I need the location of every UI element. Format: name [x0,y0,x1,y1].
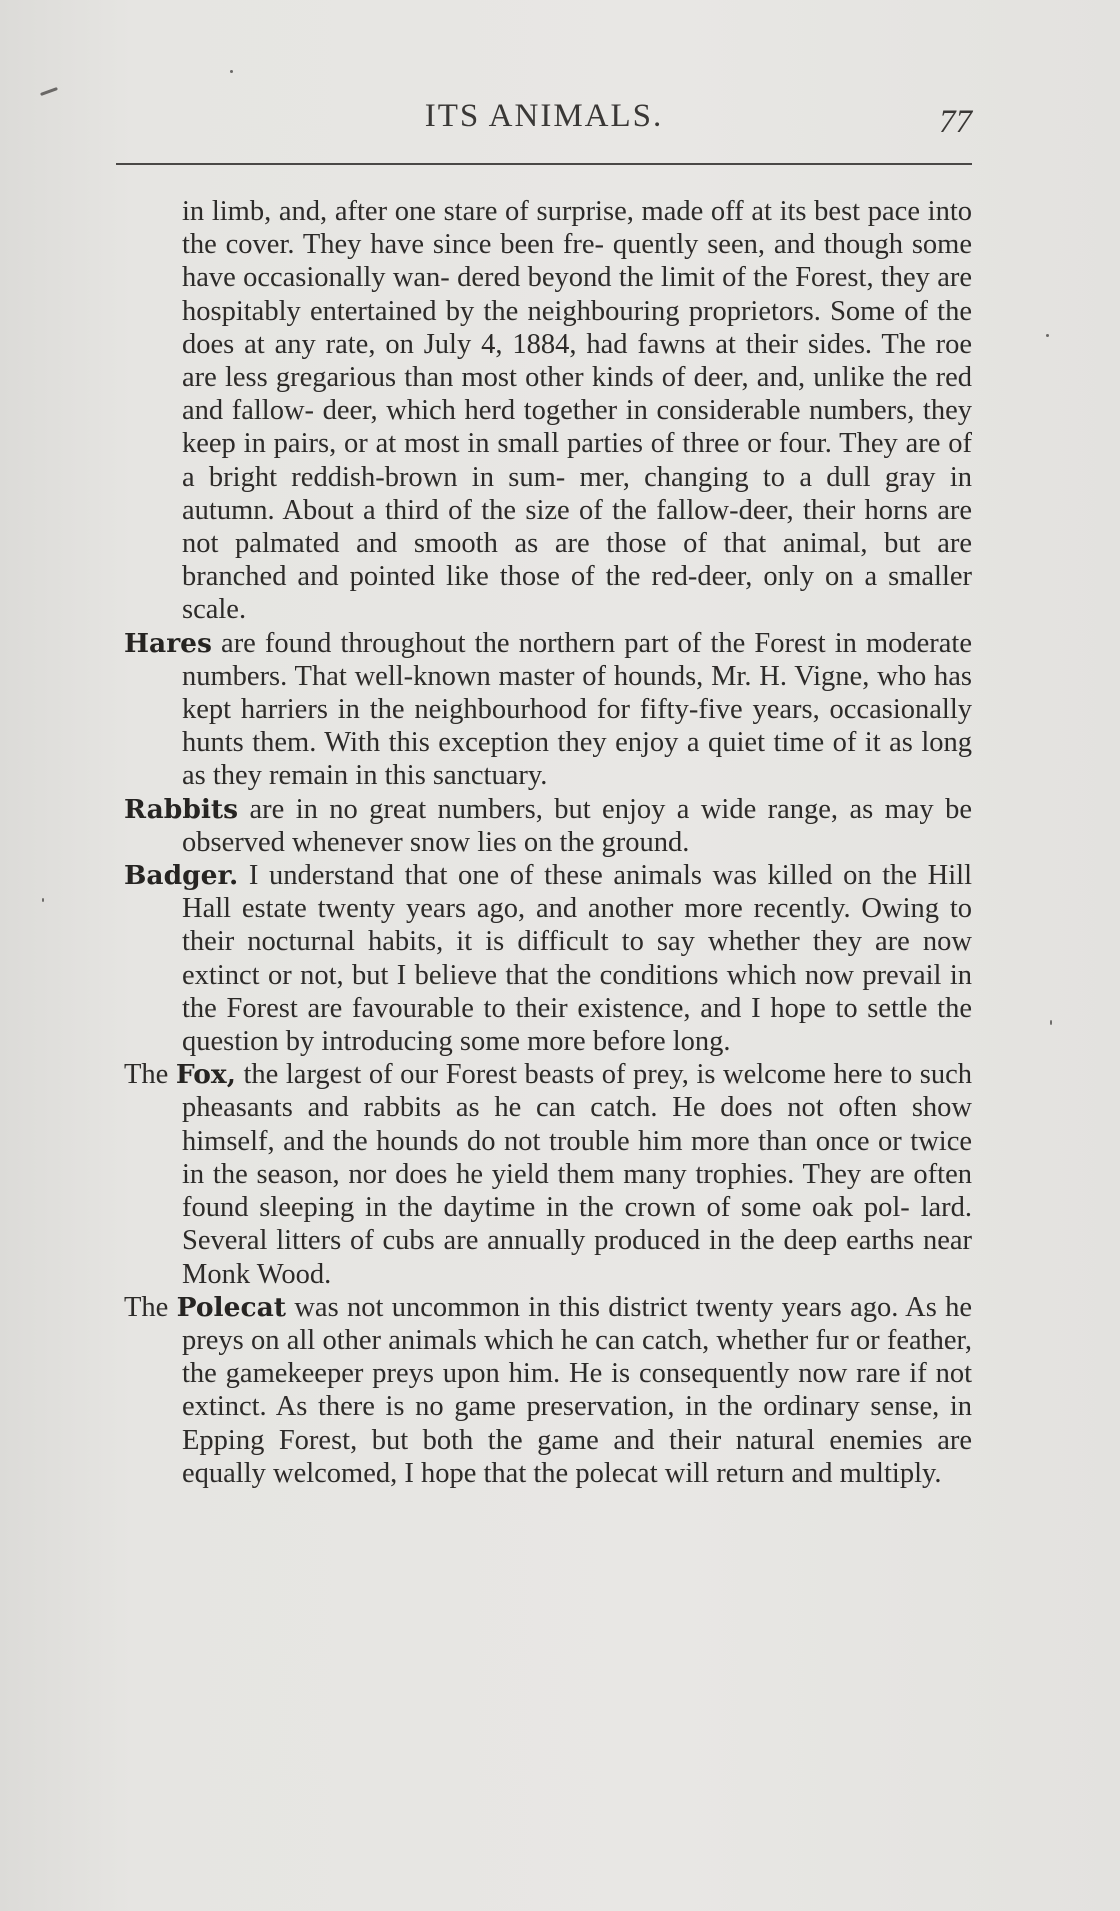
paragraph-lead: The [124,1291,177,1323]
paragraph-text: in limb, and, after one stare of surprise, made off at its best pace into the cover. They have since been fre- quently seen, and though some have occasionally wan- dered beyond the limit of the Forest, they are hospitably entertained by the neighbouring proprietors. Some of the does at any rate, on July 4, 1884, had fawns at their sides. The roe are less gregarious than most other kinds of deer, and, unlike the red and fallow- deer, which herd together in considerable numbers, they keep in pairs, or at most in small parties of three or four. They are of a bright reddish-brown in sum- mer, changing to a dull gray in autumn. About a third of the size of the fallow-deer, their horns are not palmated and smooth as are those of that animal, but are branched and pointed like those of the red-deer, only on a smaller scale. [182,196,972,626]
paragraph-text: are in no great numbers, but enjoy a wide range, as may be observed whenever snow lies on the ground. [182,793,972,858]
paragraph-lead: The [124,1059,176,1091]
paragraph-text: the largest of our Forest beasts of prey, is welcome here to such pheasants and rabbits as he can catch. He does not often show himself, and the hounds do not trouble him more than once or twice in the season, nor does he yield them many trophies. They are often found sleeping in the daytime in the crown of some oak pol- lard. Several litters of cubs are annually produced in the deep earths near Monk Wood. [182,1059,973,1290]
entry-term-polecat: Polecat [176,1291,287,1323]
entry-term-badger: Badger. [124,860,239,892]
entry-term-fox: Fox, [175,1059,236,1091]
paragraph-text: are found throughout the northern part of the Forest in moderate numbers. That well-known master of hounds, Mr. H. Vigne, who has kept harriers in the neighbourhood for fifty-five years, occasionally hunts them. With this exception they enjoy a quiet time of it as long as they remain in this sanctuary. [182,627,972,792]
running-title: ITS ANIMALS. [424,98,664,134]
paper-speck [1046,334,1049,337]
paper-speck [42,898,44,902]
paper-speck [1050,1020,1052,1025]
paragraph-hares [124,627,972,793]
paragraph-fox [124,1058,972,1290]
header-rule [116,163,972,165]
paragraph-roe-deer [124,195,972,627]
page-number: 77 [939,104,972,140]
body-text [124,195,972,1490]
paragraph-badger [124,859,972,1058]
running-head [116,98,972,148]
entry-term-rabbits: Rabbits [124,793,239,825]
paper-speck [40,87,58,96]
paper-speck [230,70,233,73]
paragraph-polecat [124,1291,972,1490]
paragraph-rabbits [124,793,972,859]
paragraph-text: I understand that one of these animals was killed on the Hill Hall estate twenty years ago, and another more recently. Owing to their nocturnal habits, it is difficult to say whether they are now extinct or not, but I believe that the conditions which now prevail in the Forest are favourable to their existence, and I hope to settle the question by introducing some more before long. [182,860,972,1058]
entry-term-hares: Hares [124,627,212,659]
paragraph-text: was not uncommon in this district twenty years ago. As he preys on all other animals which he can catch, whether fur or feather, the gamekeeper preys upon him. He is consequently now rare if not extinct. As there is no game preservation, in the ordinary sense, in Epping Forest, but both the game and their natural enemies are equally welcomed, I hope that the polecat will return and multiply. [182,1291,973,1489]
